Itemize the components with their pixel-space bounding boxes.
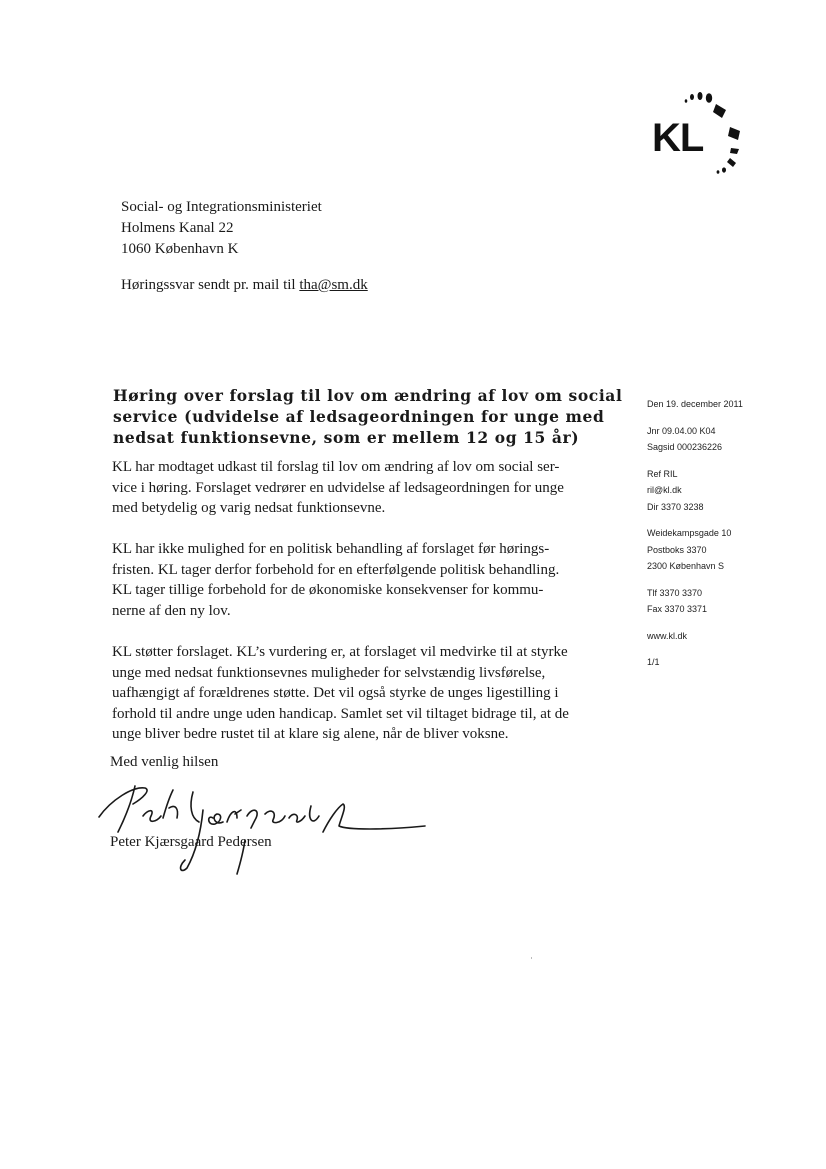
recipient-address bbox=[121, 197, 322, 260]
direct-phone: Dir 3370 3238 bbox=[647, 501, 704, 512]
recipient-line: Holmens Kanal 22 bbox=[121, 220, 234, 236]
city: 2300 København S bbox=[647, 561, 725, 571]
website-link[interactable]: www.kl.dk bbox=[647, 630, 688, 641]
reference: Ref RIL bbox=[647, 468, 678, 479]
subject-line: Høring over forslag til lov om ændring af lov om social bbox=[113, 386, 623, 405]
case-id: Sagsid 000236226 bbox=[647, 442, 723, 452]
sidebar-info bbox=[647, 396, 743, 671]
phone: Tlf 3370 3370 bbox=[647, 587, 703, 598]
handwritten-signature bbox=[85, 770, 430, 880]
closing-salutation: Med venlig hilsen bbox=[110, 754, 219, 770]
email-link[interactable]: tha@sm.dk bbox=[299, 277, 368, 293]
subject-heading bbox=[113, 385, 623, 448]
scan-speck bbox=[531, 957, 532, 959]
body-line: vice i høring. Forslaget vedrører en udvidelse af ledsageordningen for unge bbox=[112, 479, 564, 496]
street-address: Weidekampsgade 10 bbox=[647, 528, 732, 538]
body-line: unge med nedsat funktionsevnes muligheder for selvstændig livsførelse, bbox=[112, 664, 546, 681]
subject-line: nedsat funktionsevne, som er mellem 12 og 15 år) bbox=[113, 428, 580, 447]
paragraph-3 bbox=[112, 642, 612, 745]
signer-name: Peter Kjærsgaard Pedersen bbox=[110, 834, 272, 850]
body-line: KL har ikke mulighed for en politisk behandling af forslaget før hørings- bbox=[112, 541, 550, 557]
body-line: unge bliver bedre rustet til at klare sig alene, når de bliver voksne. bbox=[112, 726, 509, 742]
body-line: fristen. KL tager derfor forbehold for en efterfølgende politisk behandling. bbox=[112, 561, 560, 578]
paragraph-2 bbox=[112, 539, 612, 621]
fax: Fax 3370 3371 bbox=[647, 604, 708, 614]
paragraph-1 bbox=[112, 457, 612, 519]
subject-line: service (udvidelse af ledsageordningen for unge med bbox=[113, 407, 605, 426]
body-line: KL støtter forslaget. KL’s vurdering er, at forslaget vil medvirke til at styrke bbox=[112, 644, 568, 660]
recipient-line: 1060 København K bbox=[121, 241, 239, 257]
body-line: med betydelig og varig nedsat funktionsevne. bbox=[112, 500, 386, 516]
kl-logo bbox=[650, 88, 750, 180]
sent-note bbox=[121, 277, 368, 294]
postbox: Postboks 3370 bbox=[647, 544, 707, 555]
body-line: KL har modtaget udkast til forslag til lov om ændring af lov om social ser- bbox=[112, 459, 560, 475]
body-line: nerne af den ny lov. bbox=[112, 602, 231, 619]
page-number: 1/1 bbox=[647, 657, 660, 667]
recipient-line: Social- og Integrationsministeriet bbox=[121, 199, 322, 215]
body-line: forhold til andre unge uden handicap. Samlet set vil tiltaget bidrage til, at de bbox=[112, 705, 569, 722]
body-line: KL tager tillige forbehold for de økonomiske konsekvenser for kommu- bbox=[112, 582, 544, 598]
letter-date: Den 19. december 2011 bbox=[647, 399, 743, 409]
contact-email[interactable]: ril@kl.dk bbox=[647, 485, 682, 495]
body-line: uafhængigt af forældrenes støtte. Det vil også styrke de unges ligestilling i bbox=[112, 685, 559, 701]
logo-text: KL bbox=[652, 116, 704, 160]
sent-note-prefix: Høringssvar sendt pr. mail til bbox=[121, 277, 300, 293]
journal-number: Jnr 09.04.00 K04 bbox=[647, 425, 716, 436]
